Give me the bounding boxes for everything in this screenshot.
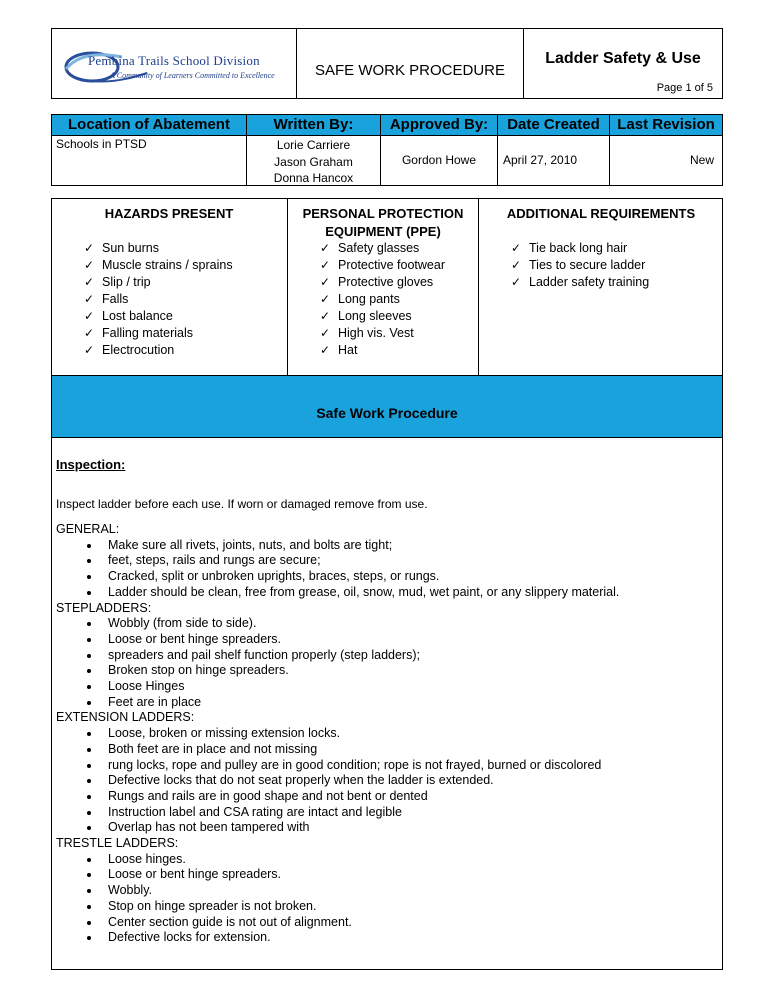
list-item: Defective locks for extension. <box>56 930 716 946</box>
list-item: Wobbly. <box>56 883 716 899</box>
list-item: Overlap has not been tampered with <box>56 820 716 836</box>
list-item: feet, steps, rails and rungs are secure; <box>56 553 716 569</box>
list-item: Defective locks that do not seat properly when the ladder is extended. <box>56 773 716 789</box>
list-item: ✓ Ties to secure ladder <box>511 257 716 274</box>
approved-header: Approved By: <box>389 116 489 133</box>
list-item: ✓ Sun burns <box>84 240 284 257</box>
author-1: Lorie Carriere <box>276 138 351 152</box>
list-item: Instruction label and CSA rating are intact and legible <box>56 805 716 821</box>
date-header: Date Created <box>507 116 600 133</box>
approved-value: Gordon Howe <box>401 153 477 167</box>
section-label: EXTENSION LADDERS: <box>56 710 195 725</box>
list-item: ✓ Electrocution <box>84 342 284 359</box>
additional-heading: ADDITIONAL REQUIREMENTS <box>506 206 696 221</box>
doc-type: SAFE WORK PROCEDURE <box>314 62 506 79</box>
inspection-heading: Inspection: <box>56 457 126 472</box>
ppe-heading-line: PERSONAL PROTECTION <box>302 206 464 221</box>
list-item: Loose Hinges <box>56 679 716 695</box>
section-label: GENERAL: <box>56 522 120 536</box>
written-header: Written By: <box>273 116 354 133</box>
list-item: ✓ Long sleeves <box>320 308 475 325</box>
list-item: ✓ Muscle strains / sprains <box>84 257 284 274</box>
written-values <box>246 137 381 187</box>
ppe-heading-line: EQUIPMENT (PPE) <box>325 224 441 239</box>
list-item: Loose or bent hinge spreaders. <box>56 632 716 648</box>
list-item: Loose or bent hinge spreaders. <box>56 867 716 883</box>
inspection-checklist <box>56 522 716 946</box>
list-item: Cracked, split or unbroken uprights, braces, steps, or rungs. <box>56 569 716 585</box>
list-item: ✓ Protective footwear <box>320 257 475 274</box>
doc-title: Ladder Safety & Use <box>545 50 701 67</box>
date-value: April 27, 2010 <box>503 153 578 167</box>
revision-value: New <box>689 153 714 167</box>
list-item: Both feet are in place and not missing <box>56 742 716 758</box>
list-item: ✓ Hat <box>320 342 475 359</box>
list-item: Loose hinges. <box>56 852 716 868</box>
revision-header: Last Revision <box>617 116 715 133</box>
logo-tagline: A Community of Learners Committed to Excellence <box>110 71 275 80</box>
list-item: ✓ Tie back long hair <box>511 240 716 257</box>
list-item: ✓ Falls <box>84 291 284 308</box>
list-item: Feet are in place <box>56 695 716 711</box>
list-item: spreaders and pail shelf function properly (step ladders); <box>56 648 716 664</box>
list-item: ✓ Protective gloves <box>320 274 475 291</box>
list-item: Broken stop on hinge spreaders. <box>56 663 716 679</box>
hazards-heading: HAZARDS PRESENT <box>104 206 234 221</box>
list-item: ✓ Slip / trip <box>84 274 284 291</box>
list-item: Center section guide is not out of alignment. <box>56 915 716 931</box>
author-2: Jason Graham <box>274 154 353 169</box>
list-item: Make sure all rivets, joints, nuts, and bolts are tight; <box>56 538 716 554</box>
page-number: Page 1 of 5 <box>656 82 713 94</box>
location-header: Location of Abatement <box>68 116 230 133</box>
logo-name: Pembina Trails School Division <box>88 53 260 68</box>
list-item: Wobbly (from side to side). <box>56 616 716 632</box>
inspection-intro: Inspect ladder before each use. If worn or damaged remove from use. <box>56 497 428 511</box>
ppe-list <box>320 240 475 359</box>
list-item: rung locks, rope and pulley are in good condition; rope is not frayed, burned or discolored <box>56 758 716 774</box>
list-item: ✓ High vis. Vest <box>320 325 475 342</box>
list-item: Rungs and rails are in good shape and not bent or dented <box>56 789 716 805</box>
list-item: ✓ Falling materials <box>84 325 284 342</box>
list-item: Loose, broken or missing extension locks. <box>56 726 716 742</box>
author-3: Donna Hancox <box>273 171 354 185</box>
section-label: TRESTLE LADDERS: <box>56 836 179 851</box>
list-item: ✓ Lost balance <box>84 308 284 325</box>
ppe-heading <box>288 205 478 241</box>
additional-list <box>511 240 716 291</box>
hazards-list <box>84 240 284 359</box>
procedure-title: Safe Work Procedure <box>316 405 458 421</box>
list-item: ✓ Safety glasses <box>320 240 475 257</box>
list-item: Stop on hinge spreader is not broken. <box>56 899 716 915</box>
section-label: STEPLADDERS: <box>56 600 152 615</box>
list-item: ✓ Ladder safety training <box>511 274 716 291</box>
divider <box>478 198 479 376</box>
list-item: Ladder should be clean, free from grease, oil, snow, mud, wet paint, or any slippery material. <box>56 585 716 601</box>
location-value: Schools in PTSD <box>56 137 147 151</box>
list-item: ✓ Long pants <box>320 291 475 308</box>
